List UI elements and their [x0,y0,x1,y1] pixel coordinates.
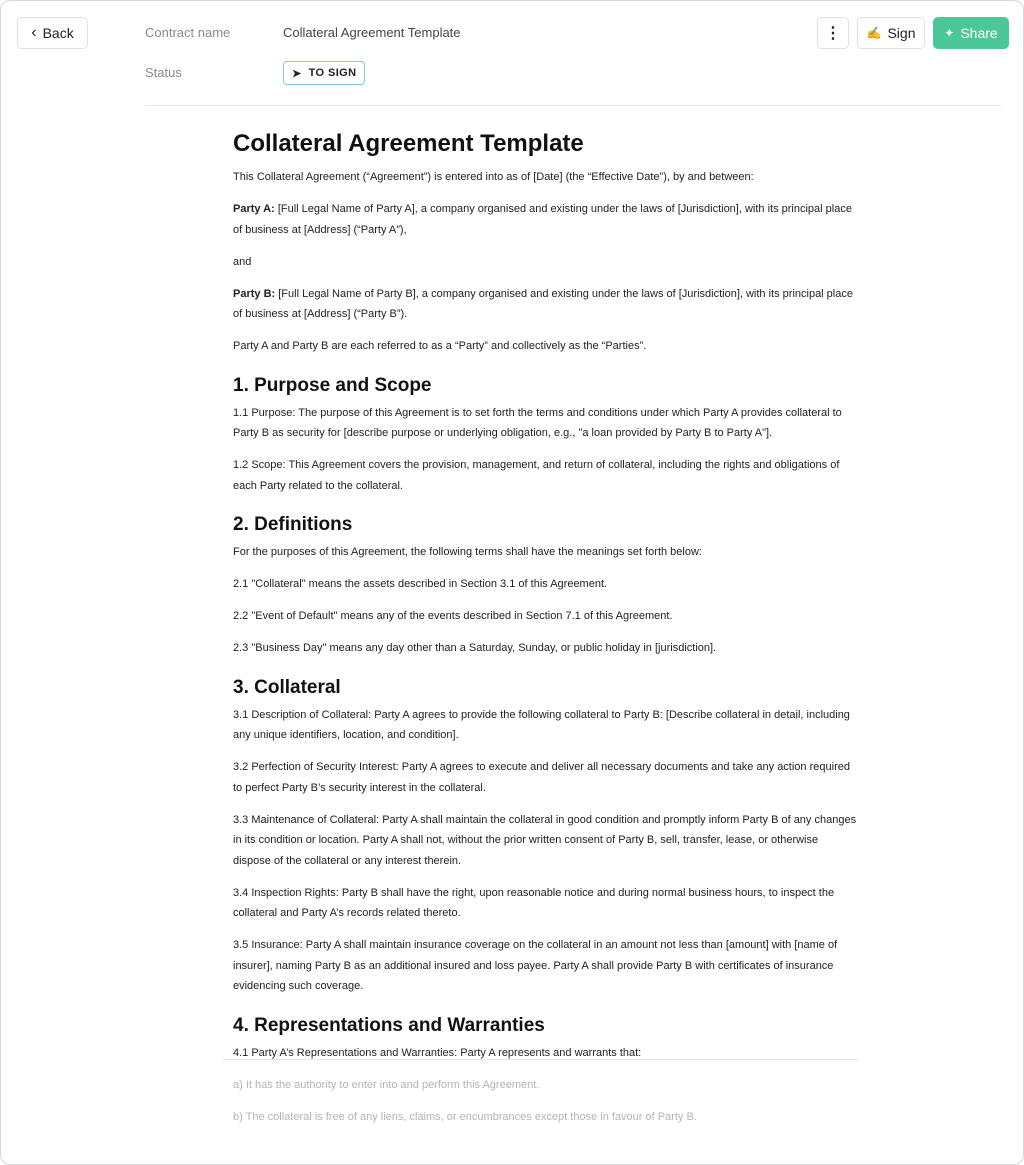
section-paragraph: 3.1 Description of Collateral: Party A agrees to provide the following collateral to Party B: [Describe collateral in detail, including any unique identifiers, location, and condition]. [233,708,850,741]
back-button[interactable] [17,17,88,49]
section-paragraph: 3.4 Inspection Rights: Party B shall have the right, upon reasonable notice and during normal business hours, to inspect the collateral and Party A’s records related thereto. [233,886,835,919]
chevron-left-icon: ‹ [31,24,37,41]
contract-name-label: Contract name [145,25,231,40]
back-label: Back [42,25,74,41]
section-heading: 1. Purpose and Scope [233,374,432,396]
party-a-paragraph [233,199,858,240]
section-paragraph: a) It has the authority to enter into and perform this Agreement. [233,1078,540,1091]
section-paragraph: 2.2 "Event of Default" means any of the events described in Section 7.1 of this Agreement. [233,610,673,622]
and-paragraph: and [233,255,252,268]
contract-name: Collateral Agreement Template [283,25,461,40]
section-paragraph: 1.1 Purpose: The purpose of this Agreement is to set forth the terms and conditions under which Party A provides collateral to Party B as security for [describe purpose or underlying obligation, e.g., "a loan provided by Party B to Party A"]. [233,406,842,439]
party-b-label: Party B: [233,287,276,300]
send-icon: ➤ [292,67,302,80]
more-vertical-icon: ⋮ [825,25,841,42]
section-paragraph: 3.2 Perfection of Security Interest: Party A agrees to execute and deliver all necessary documents and take any action required to perfect Party B’s security interest in the collateral. [233,761,850,794]
party-b-text: [Full Legal Name of Party B], a company organised and existing under the laws of [Jurisdiction], with its principal place of business at [Address] (“Party B”). [233,287,853,320]
section-paragraph: 1.2 Scope: This Agreement covers the provision, management, and return of collateral, including the rights and obligations of each Party related to the collateral. [233,459,840,492]
share-icon: ✦ [944,26,955,40]
more-options-button[interactable] [817,17,849,49]
status-badge [283,61,365,85]
intro-paragraph: This Collateral Agreement (“Agreement”) is entered into as of [Date] (the “Effective Date”), by and between: [233,171,754,183]
status-text: TO SIGN [308,67,357,79]
document-title: Collateral Agreement Template [233,130,584,157]
section-paragraph: 4.1 Party A’s Representations and Warranties: Party A represents and warrants that: [233,1046,642,1059]
section-heading: 3. Collateral [233,676,341,698]
sign-button[interactable] [857,17,925,49]
parties-paragraph: Party A and Party B are each referred to as a “Party” and collectively as the “Parties”. [233,340,647,352]
party-a-text: [Full Legal Name of Party A], a company organised and existing under the laws of [Jurisdiction], with its principal place of business at [Address] (“Party A”), [233,203,852,236]
party-a-label: Party A: [233,203,275,215]
section-paragraph: For the purposes of this Agreement, the following terms shall have the meanings set forth below: [233,546,702,558]
share-button[interactable] [933,17,1009,49]
share-label: Share [960,25,998,41]
status-label: Status [145,65,182,80]
sign-label: Sign [887,25,916,41]
section-paragraph: 2.1 "Collateral" means the assets described in Section 3.1 of this Agreement. [233,578,608,590]
section-paragraph: b) The collateral is free of any liens, claims, or encumbrances except those in favour of Party B. [233,1110,697,1123]
party-b-paragraph [233,284,858,325]
document-preview [233,127,858,1139]
header-divider [145,105,1001,106]
signature-icon: ✍ [866,26,882,40]
section-paragraph: 2.3 "Business Day" means any day other than a Saturday, Sunday, or public holiday in [jurisdiction]. [233,642,717,654]
section-heading: 2. Definitions [233,514,353,535]
section-paragraph: 3.3 Maintenance of Collateral: Party A shall maintain the collateral in good condition and promptly inform Party B of any changes in its condition or location. Party A shall not, without the prior written consent of Party B, sell, transfer, lease, or otherwise dispose of the collateral or any interest therein. [233,813,857,867]
section-paragraph: 3.5 Insurance: Party A shall maintain insurance coverage on the collateral in an amount not less than [amount] with [name of insurer], naming Party B as an additional insured and loss payee. Party A shall provide Party B with certificates of insurance evidencing such coverage. [233,939,838,992]
section-heading: 4. Representations and Warranties [233,1014,545,1036]
